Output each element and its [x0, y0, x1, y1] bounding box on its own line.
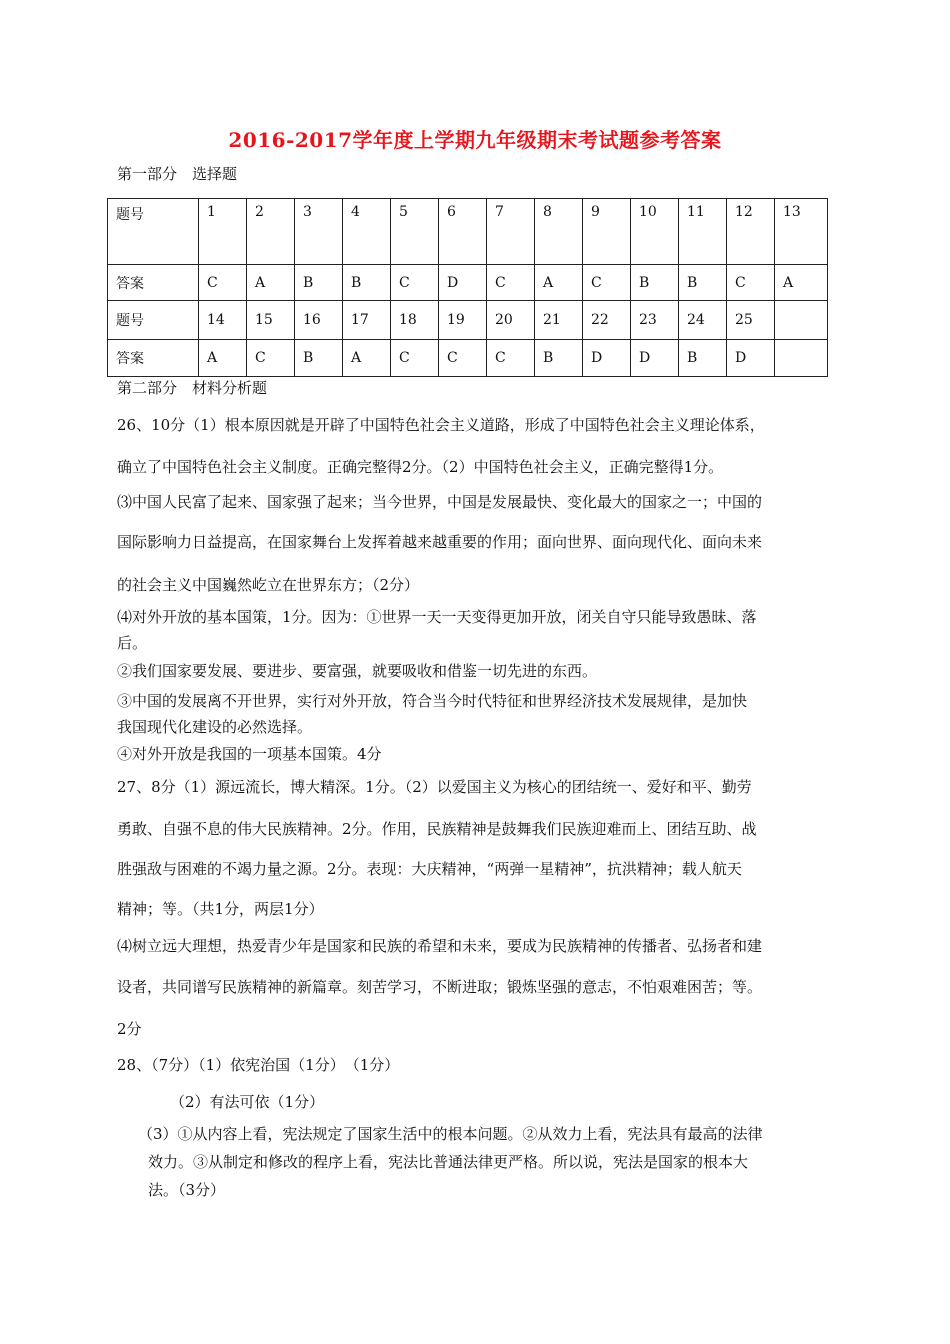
table-cell: B: [679, 340, 727, 377]
answer-table: [107, 198, 828, 377]
answer-line: （3）①从内容上看，宪法规定了国家生活中的根本问题。②从效力上看，宪法具有最高的法律: [138, 1125, 763, 1143]
answer-line: ⑶中国人民富了起来、国家强了起来；当今世界，中国是发展最快、变化最大的国家之一；中国的: [117, 493, 763, 511]
table-cell: C: [487, 265, 535, 301]
answer-line: 28、（7分）（1）依宪治国（1分） （1分）: [117, 1056, 400, 1074]
answer-line: 精神；等。（共1分，两层1分）: [117, 900, 324, 918]
answer-line: ③中国的发展离不开世界，实行对外开放，符合当今时代特征和世界经济技术发展规律，是加快: [117, 692, 748, 710]
table-cell: [775, 301, 828, 340]
answer-line: 后。: [117, 634, 148, 652]
table-cell: 9: [583, 199, 631, 265]
table-cell: 13: [775, 199, 828, 265]
answer-line: 国际影响力日益提高，在国家舞台上发挥着越来越重要的作用；面向世界、面向现代化、面向未来: [117, 533, 763, 551]
table-cell: 答案: [108, 265, 199, 301]
table-cell: 8: [535, 199, 583, 265]
answer-line: 26、10分（1）根本原因就是开辟了中国特色社会主义道路，形成了中国特色社会主义理论体系，: [117, 416, 765, 434]
table-cell: B: [295, 265, 343, 301]
table-cell: 17: [343, 301, 391, 340]
table-row: [108, 340, 828, 377]
section-heading-choice: 第一部分 选择题: [117, 165, 238, 183]
table-cell: 14: [199, 301, 247, 340]
table-cell: 6: [439, 199, 487, 265]
table-cell: B: [679, 265, 727, 301]
table-cell: 4: [343, 199, 391, 265]
page-title: 2016-2017学年度上学期九年级期末考试题参考答案: [228, 128, 722, 152]
table-cell: D: [583, 340, 631, 377]
table-cell: 题号: [108, 301, 199, 340]
table-cell: D: [727, 340, 775, 377]
answer-line: 法。（3分）: [148, 1181, 226, 1199]
answer-line: 的社会主义中国巍然屹立在世界东方；（2分）: [117, 576, 420, 594]
table-cell: 18: [391, 301, 439, 340]
answer-line: 勇敢、自强不息的伟大民族精神。2分。作用，民族精神是鼓舞我们民族迎难而上、团结互助、战: [117, 820, 757, 838]
answer-line: 设者，共同谱写民族精神的新篇章。刻苦学习，不断进取；锻炼坚强的意志，不怕艰难困苦；等。: [117, 978, 763, 996]
table-cell: 2: [247, 199, 295, 265]
section-heading-analysis: 第二部分 材料分析题: [117, 379, 268, 397]
table-cell: A: [535, 265, 583, 301]
table-row: [108, 301, 828, 340]
table-cell: 24: [679, 301, 727, 340]
answer-line: ④对外开放是我国的一项基本国策。4分: [117, 745, 382, 763]
table-cell: C: [199, 265, 247, 301]
answer-line: 效力。③从制定和修改的程序上看，宪法比普通法律更严格。所以说，宪法是国家的根本大: [148, 1153, 749, 1171]
table-cell: A: [247, 265, 295, 301]
table-cell: 7: [487, 199, 535, 265]
table-cell: C: [583, 265, 631, 301]
answer-line: ②我们国家要发展、要进步、要富强，就要吸收和借鉴一切先进的东西。: [117, 662, 598, 680]
table-cell: 12: [727, 199, 775, 265]
table-cell: A: [775, 265, 828, 301]
answer-line: 27、8分（1）源远流长，博大精深。1分。（2）以爱国主义为核心的团结统一、爱好和平、勤劳: [117, 778, 752, 796]
answer-line: ⑷树立远大理想，热爱青少年是国家和民族的希望和未来，要成为民族精神的传播者、弘扬者和建: [117, 937, 763, 955]
table-row: [108, 199, 828, 265]
table-cell: 23: [631, 301, 679, 340]
table-cell: 答案: [108, 340, 199, 377]
table-row: [108, 265, 828, 301]
table-cell: B: [631, 265, 679, 301]
table-cell: 3: [295, 199, 343, 265]
table-cell: 15: [247, 301, 295, 340]
table-cell: 10: [631, 199, 679, 265]
table-cell: 25: [727, 301, 775, 340]
table-cell: 20: [487, 301, 535, 340]
table-cell: C: [391, 340, 439, 377]
table-cell: C: [391, 265, 439, 301]
table-cell: 21: [535, 301, 583, 340]
table-cell: 11: [679, 199, 727, 265]
answer-line: 我国现代化建设的必然选择。: [117, 718, 313, 736]
answer-line: ⑷对外开放的基本国策，1分。因为：①世界一天一天变得更加开放，闭关自守只能导致愚昧、落: [117, 608, 757, 626]
table-cell: D: [631, 340, 679, 377]
answer-line: 确立了中国特色社会主义制度。正确完整得2分。（2）中国特色社会主义，正确完整得1分。: [117, 458, 724, 476]
table-cell: C: [487, 340, 535, 377]
table-cell: C: [727, 265, 775, 301]
table-cell: 16: [295, 301, 343, 340]
table-cell: 22: [583, 301, 631, 340]
table-cell: B: [343, 265, 391, 301]
table-cell: C: [439, 340, 487, 377]
table-cell: C: [247, 340, 295, 377]
table-cell: B: [295, 340, 343, 377]
table-cell: 5: [391, 199, 439, 265]
table-cell: [775, 340, 828, 377]
table-cell: A: [199, 340, 247, 377]
answer-line: （2）有法可依（1分）: [170, 1093, 325, 1111]
table-cell: B: [535, 340, 583, 377]
table-cell: 1: [199, 199, 247, 265]
table-cell: 题号: [108, 199, 199, 265]
table-cell: D: [439, 265, 487, 301]
table-cell: A: [343, 340, 391, 377]
table-cell: 19: [439, 301, 487, 340]
answer-line: 胜强敌与困难的不竭力量之源。2分。表现：大庆精神，“两弹一星精神”，抗洪精神；载人航天: [117, 860, 742, 878]
answer-line: 2分: [117, 1020, 142, 1038]
